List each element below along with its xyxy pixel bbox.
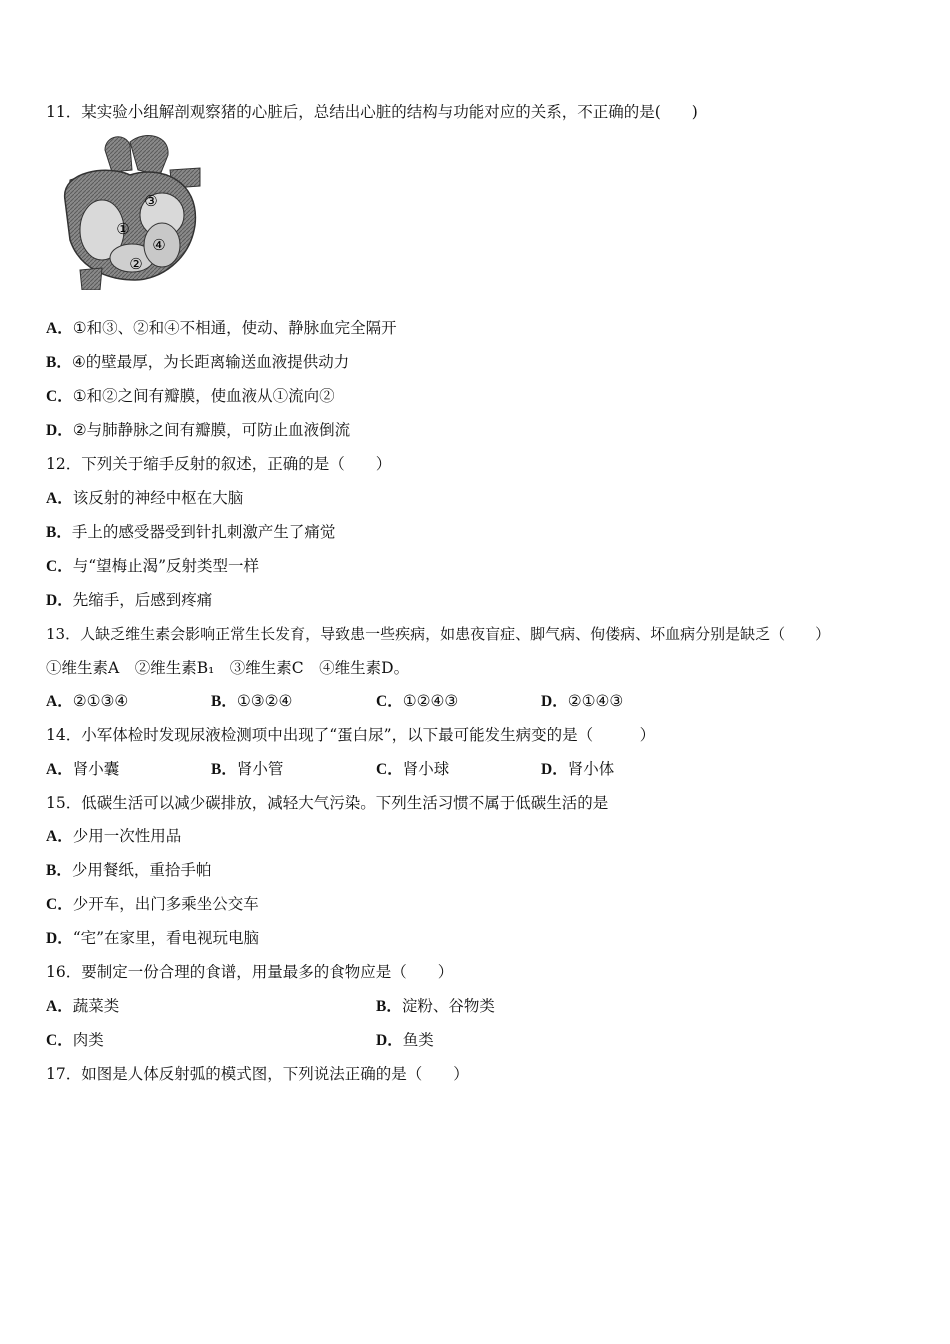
q14-option-c[interactable]: C．肾小球 [376,760,450,778]
q14-option-a[interactable]: A．肾小囊 [46,760,120,778]
q13-option-a[interactable]: A．②①③④ [46,692,129,710]
q11-option-c[interactable]: C．①和②之间有瓣膜，使血液从①流向② [46,387,335,405]
question-12-stem: 12．下列关于缩手反射的叙述，正确的是（ ） [46,455,392,473]
q11-option-d[interactable]: D．②与肺静脉之间有瓣膜，可防止血液倒流 [46,421,351,439]
question-11-stem: 11．某实验小组解剖观察猪的心脏后，总结出心脏的结构与功能对应的关系，不正确的是( ) [46,103,698,121]
q15-option-b[interactable]: B．少用餐纸，重拾手帕 [46,861,212,879]
q16-option-d[interactable]: D．鱼类 [376,1031,434,1049]
q16-option-b[interactable]: B．淀粉、谷物类 [376,997,495,1015]
question-17-stem: 17．如图是人体反射弧的模式图，下列说法正确的是（ ） [46,1065,469,1083]
label-4: ④ [152,236,166,254]
q12-option-d[interactable]: D．先缩手，后感到疼痛 [46,591,213,609]
q16-option-c[interactable]: C．肉类 [46,1031,104,1049]
q12-option-b[interactable]: B．手上的感受器受到针扎刺激产生了痛觉 [46,523,336,541]
question-14-stem: 14．小军体检时发现尿液检测项中出现了“蛋白尿”，以下最可能发生病变的是（ ） [46,726,656,744]
question-15-stem: 15．低碳生活可以减少碳排放，减轻大气污染。下列生活习惯不属于低碳生活的是 [46,794,609,812]
heart-diagram [50,130,210,290]
q11-option-a[interactable]: A．①和③、②和④不相通，使动、静脉血完全隔开 [46,319,397,337]
question-16-stem: 16．要制定一份合理的食谱，用量最多的食物应是（ ） [46,963,454,981]
q15-option-c[interactable]: C．少开车，出门多乘坐公交车 [46,895,259,913]
q12-option-a[interactable]: A．该反射的神经中枢在大脑 [46,489,244,507]
label-1: ① [116,220,130,238]
question-13-sub: ①维生素A ②维生素B₁ ③维生素C ④维生素D。 [46,659,410,677]
label-3: ③ [144,192,158,210]
label-2: ② [129,255,143,273]
q14-option-b[interactable]: B．肾小管 [211,760,284,778]
q13-option-d[interactable]: D．②①④③ [541,692,624,710]
q13-option-b[interactable]: B．①③②④ [211,692,293,710]
q15-option-d[interactable]: D．“宅”在家里，看电视玩电脑 [46,929,260,947]
q11-option-b[interactable]: B．④的壁最厚，为长距离输送血液提供动力 [46,353,350,371]
question-13-stem: 13．人缺乏维生素会影响正常生长发育，导致患一些疾病，如患夜盲症、脚气病、佝偻病、坏血病分别是缺乏（ ） [46,625,831,643]
q13-option-c[interactable]: C．①②④③ [376,692,459,710]
q16-option-a[interactable]: A．蔬菜类 [46,997,120,1015]
q15-option-a[interactable]: A．少用一次性用品 [46,827,182,845]
q12-option-c[interactable]: C．与“望梅止渴”反射类型一样 [46,557,260,575]
q14-option-d[interactable]: D．肾小体 [541,760,615,778]
